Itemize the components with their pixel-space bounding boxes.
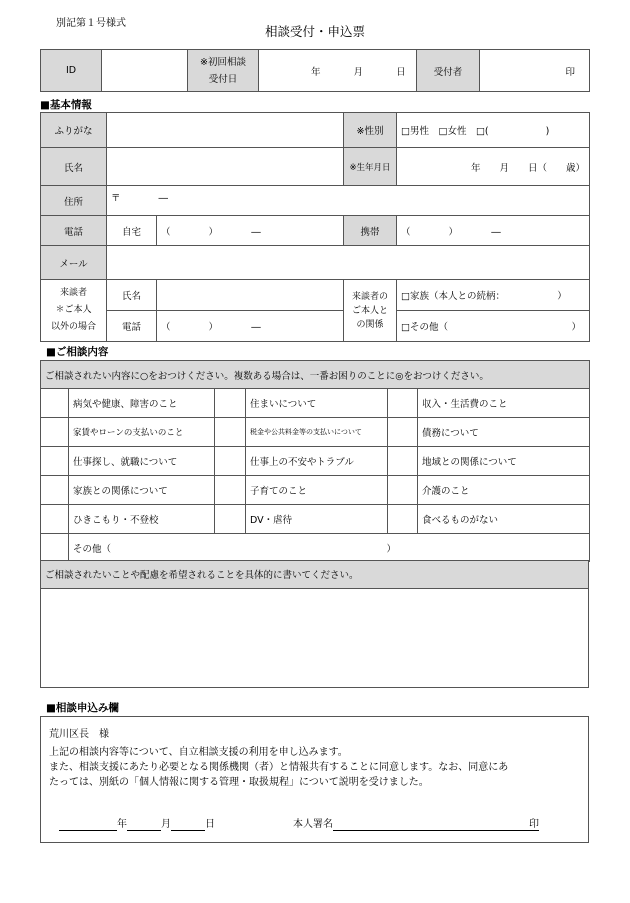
consult-item: DV・虐待 (246, 505, 388, 534)
application-box (40, 716, 589, 843)
consult-item: 収入・生活費のこと (418, 389, 590, 418)
mobile-phone-field[interactable]: （ ） ― (397, 216, 590, 246)
visitor-phone-label: 電話 (107, 311, 157, 342)
seal-mark: 印 (529, 815, 539, 831)
relation-label: 来談者の ご本人と の関係 (344, 280, 397, 342)
consult-item: 介護のこと (418, 476, 590, 505)
furigana-field[interactable] (107, 113, 344, 148)
family-option[interactable]: □家族（本人との続柄： ） (397, 280, 590, 311)
consult-item: 債務について (418, 418, 590, 447)
consult-item: 家賃やローンの支払いのこと (69, 418, 215, 447)
consult-item: 仕事探し、就職について (69, 447, 215, 476)
consult-table (40, 360, 590, 562)
basic-info-heading: ■基本情報 (40, 99, 92, 111)
check-box[interactable] (388, 505, 418, 534)
first-date-label: ※初回相談 受付日 (188, 50, 259, 92)
check-box[interactable] (41, 389, 69, 418)
check-box[interactable] (215, 389, 246, 418)
consult-item: 仕事上の不安やトラブル (246, 447, 388, 476)
consult-other[interactable]: その他（ ） (69, 534, 590, 562)
page-title: 相談受付・申込票 (264, 24, 365, 39)
check-box[interactable] (41, 447, 69, 476)
consent-text: 上記の相談内容等について、自立相談支援の利用を申し込みます。 また、相談支援にあたり必要となる関係機関（者）と情報共有することに同意します。なお、同意にあ たっては、別紙の「個人情報に関する管理・取扱規程」について説明を受けました。 (49, 747, 509, 788)
basic-info-table (40, 112, 590, 342)
consult-item: 子育てのこと (246, 476, 388, 505)
first-date-field[interactable]: 年 月 日 (259, 50, 417, 92)
consult-item: 地域との関係について (418, 447, 590, 476)
home-phone-field[interactable]: （ ） ― (157, 216, 344, 246)
home-label: 自宅 (107, 216, 157, 246)
visitor-name-label: 氏名 (107, 280, 157, 311)
gender-label: ※性別 (344, 113, 397, 148)
check-box[interactable] (215, 447, 246, 476)
signature-label: 本人署名 (293, 819, 333, 830)
detail-instruction: ご相談されたいことや配慮を希望されることを具体的に書いてください。 (45, 570, 359, 581)
consult-item: 税金や公共料金等の支払いについて (246, 418, 388, 447)
consult-heading: ■ご相談内容 (46, 346, 109, 358)
name-label: 氏名 (41, 148, 107, 186)
receiver-field[interactable] (480, 50, 590, 92)
date-line[interactable]: 年 月 日 (59, 815, 215, 831)
check-box[interactable] (388, 476, 418, 505)
name-field[interactable] (107, 148, 344, 186)
id-field[interactable] (102, 50, 188, 92)
signature-line[interactable] (293, 815, 539, 831)
check-box[interactable] (41, 418, 69, 447)
consult-item: 住まいについて (246, 389, 388, 418)
furigana-label: ふりがな (41, 113, 107, 148)
consult-item: 食べるものがない (418, 505, 590, 534)
reception-table (40, 49, 590, 92)
check-box[interactable] (41, 505, 69, 534)
receiver-label: 受付者 (417, 50, 480, 92)
check-box[interactable] (388, 447, 418, 476)
other-option[interactable]: □その他（ ） (397, 311, 590, 342)
mail-label: メール (41, 246, 107, 280)
consult-item: 病気や健康、障害のこと (69, 389, 215, 418)
visitor-label: 来談者 ＊ご本人 以外の場合 (41, 280, 107, 342)
check-box[interactable] (388, 389, 418, 418)
consult-item: ひきこもり・不登校 (69, 505, 215, 534)
detail-instruction-bar (40, 560, 589, 589)
application-heading: ■相談申込み欄 (46, 702, 119, 714)
visitor-name-field[interactable] (157, 280, 344, 311)
consult-item: 家族との関係について (69, 476, 215, 505)
check-box[interactable] (41, 534, 69, 562)
visitor-phone-field[interactable]: （ ） ― (157, 311, 344, 342)
detail-textarea[interactable] (40, 588, 589, 688)
id-label: ID (41, 50, 102, 92)
address-field[interactable]: 〒 ― (107, 186, 590, 216)
mail-field[interactable] (107, 246, 590, 280)
form-number: 別記第１号様式 (56, 18, 126, 29)
check-box[interactable] (215, 476, 246, 505)
consult-instruction: ご相談されたい内容に○をおつけください。複数ある場合は、一番お困りのことに◎をおつけください。 (41, 361, 590, 389)
gender-options[interactable]: □男性 □女性 □( ) (397, 113, 590, 148)
birth-field[interactable]: 年 月 日（ 歳） (397, 148, 590, 186)
birth-label: ※生年月日 (344, 148, 397, 186)
check-box[interactable] (388, 418, 418, 447)
phone-label: 電話 (41, 216, 107, 246)
check-box[interactable] (215, 418, 246, 447)
mobile-label: 携帯 (344, 216, 397, 246)
address-label: 住所 (41, 186, 107, 216)
check-box[interactable] (41, 476, 69, 505)
seal-mark: 印 (565, 66, 575, 78)
check-box[interactable] (215, 505, 246, 534)
addressee: 荒川区長 様 (49, 729, 109, 740)
